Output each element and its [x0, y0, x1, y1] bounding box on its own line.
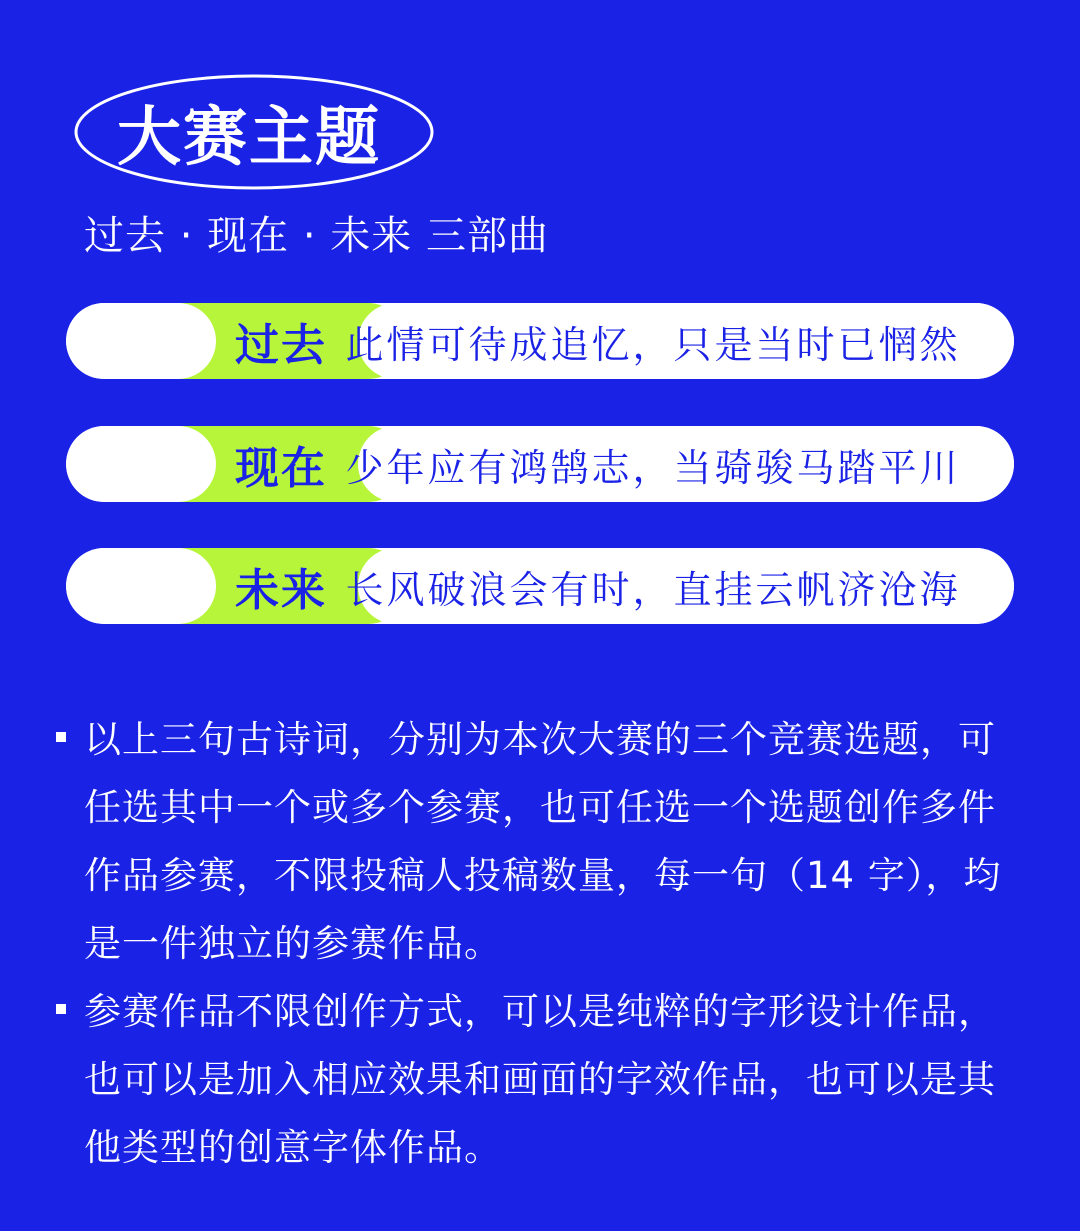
theme-verse: 此情可待成追忆，只是当时已惘然 [345, 322, 961, 367]
theme-dot [66, 426, 216, 502]
theme-tag: 过去 [235, 320, 327, 371]
bullet-square-icon [56, 1004, 66, 1014]
theme-row-present [66, 426, 1014, 502]
title-badge [74, 74, 434, 190]
note-text: 参赛作品不限创作方式，可以是纯粹的字形设计作品，也可以是加入相应效果和画面的字效作品，也可以是其他类型的创意字体作品。 [84, 990, 996, 1169]
note-text: 以上三句古诗词，分别为本次大赛的三个竞赛选题，可任选其中一个或多个参赛，也可任选一个选题创作多件作品参赛，不限投稿人投稿数量，每一句（14 字），均是一件独立的参赛作品。 [84, 718, 1002, 965]
theme-dot [66, 303, 216, 379]
theme-verse: 长风破浪会有时，直挂云帆济沧海 [345, 567, 961, 612]
bullet-square-icon [56, 732, 66, 742]
theme-row-future [66, 548, 1014, 624]
theme-verse: 少年应有鸿鹄志，当骑骏马踏平川 [345, 445, 961, 490]
theme-dot [66, 548, 216, 624]
theme-row-past [66, 303, 1014, 379]
note-item [50, 978, 1010, 1182]
note-item [50, 706, 1010, 978]
page-title: 大赛主题 [117, 101, 381, 175]
subtitle: 过去 · 现在 · 未来 三部曲 [84, 213, 550, 259]
theme-tag: 未来 [235, 565, 327, 616]
notes-list [50, 706, 1010, 1182]
theme-tag: 现在 [235, 443, 327, 494]
